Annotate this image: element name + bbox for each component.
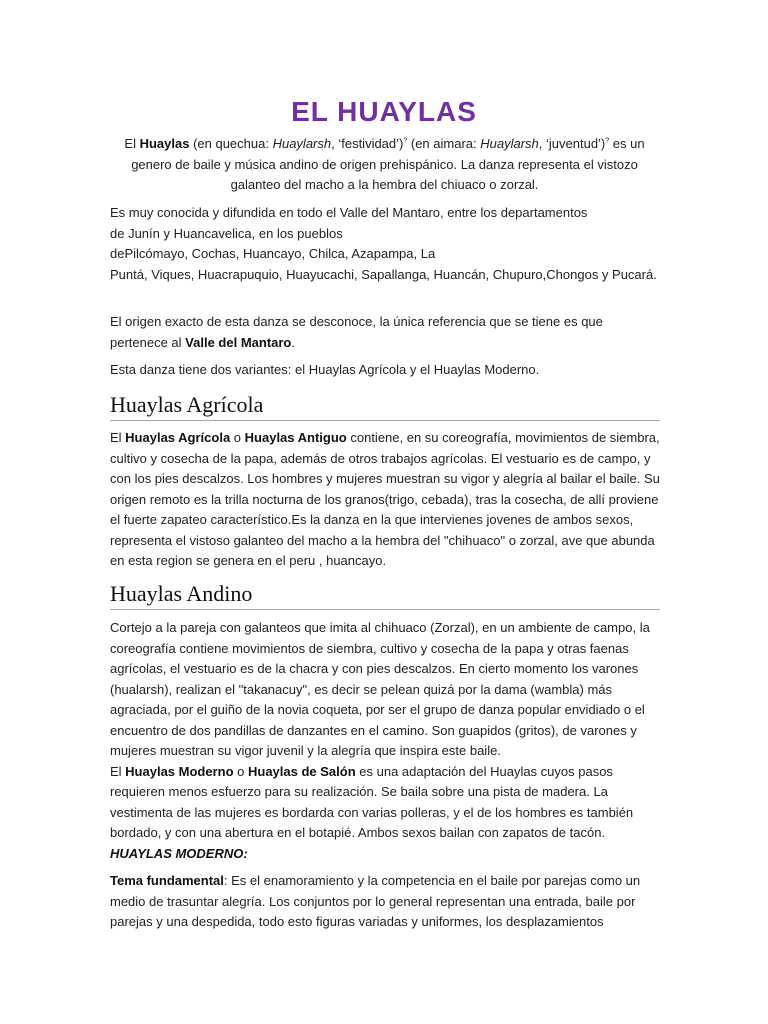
paragraph-bold: Huaylas de Salón [248, 763, 356, 779]
intro-paragraph [112, 134, 657, 196]
paragraph-bold: Huaylas Antiguo [244, 430, 347, 445]
intro-text: , ‘festividad’) [331, 136, 404, 151]
paragraph-line: de Junín y Huancavelica, en los pueblos [110, 225, 343, 241]
paragraph-valle [110, 203, 662, 285]
intro-italic-aimara: Huaylarsh [480, 136, 539, 151]
intro-text: El [124, 136, 140, 151]
paragraph-andino [110, 618, 662, 864]
intro-text: es un genero de baile y música andino de origen prehispánico. La danza representa el vistozo galanteo del macho a la hembra del chiuaco o zorzal. [131, 136, 645, 192]
paragraph-text: El [110, 430, 126, 445]
paragraph-text: . [291, 334, 295, 350]
paragraph-agricola [110, 428, 662, 572]
paragraph-bold: Huaylas Moderno [125, 763, 234, 779]
paragraph-tema [110, 871, 662, 933]
paragraph-line: Es muy conocida y difundida en todo el Valle del Mantaro, entre los departamentos [110, 205, 588, 220]
intro-text: (en aimara: [407, 136, 481, 151]
paragraph-text: Cortejo a la pareja con galanteos que imita al chihuaco (Zorzal), en un ambiente de campo, la coreografía contiene movimientos de siembra, cultivo y cosecha de la papa y otras faenas agrícolas, el vestuario es de la chacra y con pies descalzos. En cierto momento los varones (hualarsh), realizan el "takanacuy", es decir se pelean quizá por la dama (wambla) más agraciada, por el guiño de la novia coqueta, por ser el grupo de danza popular envidiado o el encuentro de dos pandillas de danzantes en el camino. Son guapidos (gritos), de varones y mujeres muestran su vigor juvenil y la alegría que inspira este baile. [110, 620, 650, 758]
paragraph-text: El [110, 763, 126, 779]
paragraph-line: dePilcómayo, Cochas, Huancayo, Chilca, Azapampa, La [110, 246, 436, 261]
paragraph-text: o [230, 430, 245, 445]
paragraph-variantes: Esta danza tiene dos variantes: el Huaylas Agrícola y el Huaylas Moderno. [110, 362, 540, 377]
paragraph-text: contiene, en su coreografía, movimientos de siembra, cultivo y cosecha de la papa, además de otros trabajos agrícolas. El vestuario es de campo, y con los pies descalzos. Los hombres y mujeres muestran su vigor y alegría al bailar el baile. Su origen remoto es la trilla nocturna de los granos(trigo, cebada), tras la cosecha, de allí proviene el fuerte zapateo característico.Es la danza en la que intervienes jovenes de ambos sexos, representa el vistoso galanteo del macho a la hembra del "chihuaco" o zorzal, ave que abunda en esta region se genera en el peru , huancayo. [110, 430, 660, 568]
paragraph-text: El origen exacto de esta danza se desconoce, la única referencia que se tiene es que pertenece al [110, 314, 603, 350]
footnote-marker: ? [605, 137, 610, 145]
paragraph-text: : Es el enamoramiento y la competencia en el baile por parejas como un medio de trasuntar alegría. Los conjuntos por lo general representan una entrada, baile por parejas y una despedida, todo esto figuras variadas y uniformes, los desplazamientos [110, 873, 641, 929]
paragraph-text: es una adaptación del Huaylas cuyos pasos requieren menos esfuerzo para su realización. Se baila sobre una pista de madera. La vestimenta de las mujeres es bordarda con varias polleras, y el de los hombres es también bordado, y con una abertura en el botapié. Ambos sexos bailan con zapatos de tacón. [110, 763, 634, 840]
footnote-marker: ? [403, 137, 408, 145]
intro-text: , ‘juventud’) [538, 136, 606, 151]
paragraph-text: o [233, 763, 248, 779]
page-title: EL HUAYLAS [291, 96, 477, 127]
subheading-moderno: HUAYLAS MODERNO: [110, 845, 248, 861]
paragraph-bold: Tema fundamental [110, 873, 224, 888]
section-heading-andino: Huaylas Andino [110, 580, 660, 610]
paragraph-bold: Huaylas Agrícola [125, 430, 231, 445]
intro-bold-huaylas: Huaylas [139, 136, 190, 151]
intro-italic-quechua: Huaylarsh [272, 136, 332, 151]
paragraph-line: Puntá, Viques, Huacrapuquio, Huayucachi, Sapallanga, Huancán, Chupuro,Chongos y Pucará. [110, 266, 657, 282]
paragraph-origen [110, 312, 662, 353]
section-heading-agricola: Huaylas Agrícola [110, 391, 660, 421]
intro-text: (en quechua: [189, 136, 273, 151]
paragraph-bold: Valle del Mantaro [185, 334, 292, 350]
